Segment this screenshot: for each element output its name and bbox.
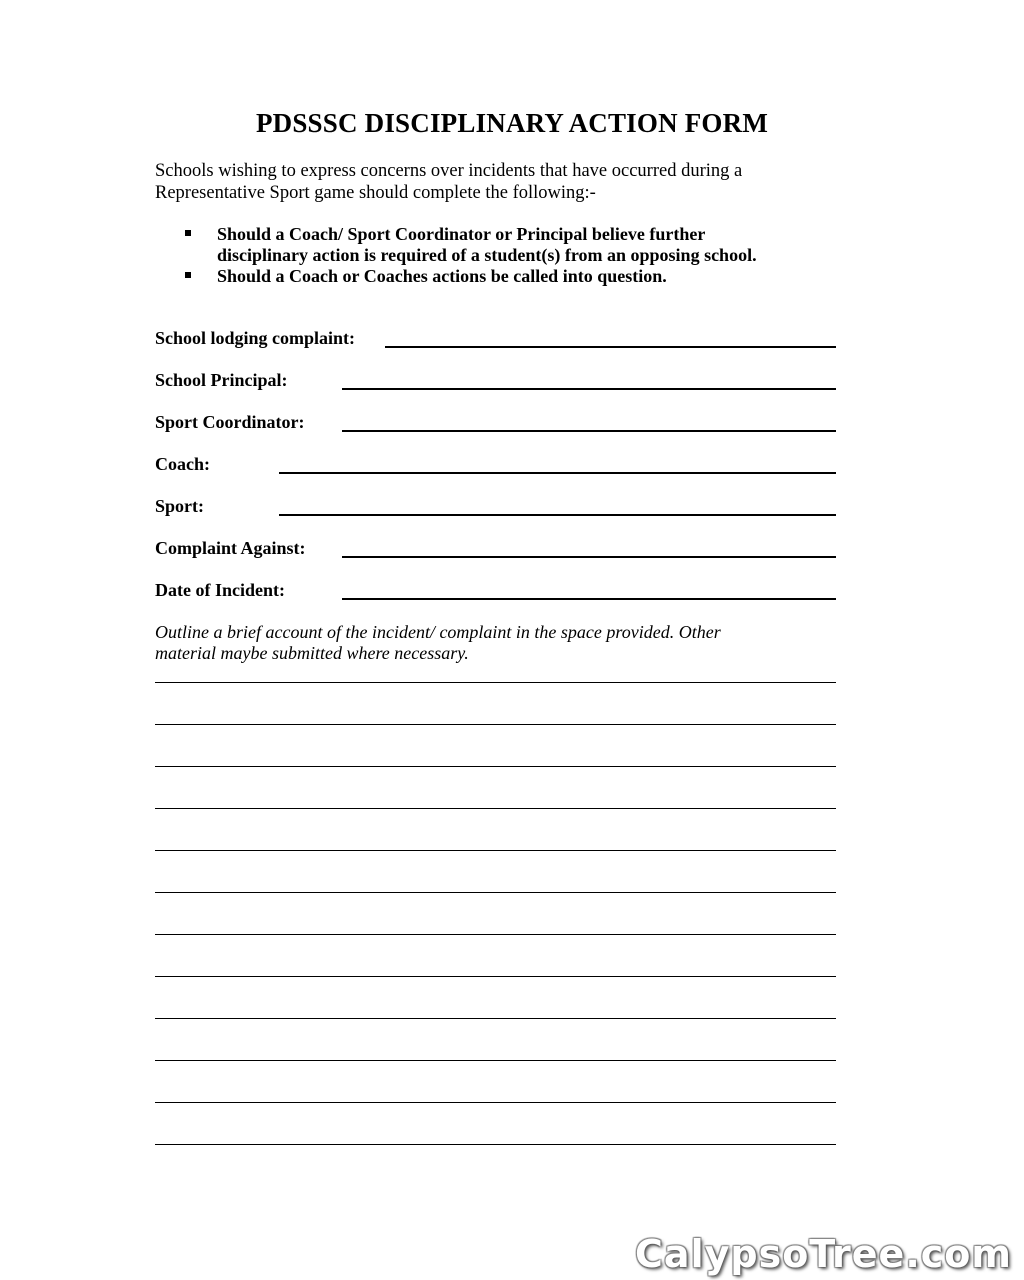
field-line-sport[interactable] <box>279 514 836 516</box>
field-label-sport: Sport: <box>155 496 204 516</box>
field-label-school-lodging-complaint: School lodging complaint: <box>155 328 356 348</box>
field-label-school-principal: School Principal: <box>155 370 288 390</box>
field-line-complaint-against[interactable] <box>342 556 836 558</box>
form-title: PDSSSC DISCIPLINARY ACTION FORM <box>255 108 769 138</box>
bullet-text: Should a Coach/ Sport Coordinator or Principal believe further <box>217 224 706 244</box>
bullet-item <box>185 224 885 266</box>
field-line-date-of-incident[interactable] <box>342 598 836 600</box>
writing-line[interactable] <box>155 724 836 725</box>
field-label-coach: Coach: <box>155 454 210 474</box>
writing-line[interactable] <box>155 766 836 767</box>
writing-line[interactable] <box>155 1144 836 1145</box>
bullet-square-icon <box>185 230 191 236</box>
intro-line: Representative Sport game should complete the following:- <box>155 183 596 203</box>
bullet-square-icon <box>185 272 191 278</box>
instructions-line: material maybe submitted where necessary. <box>155 643 469 663</box>
bullet-text: disciplinary action is required of a student(s) from an opposing school. <box>217 245 757 265</box>
field-line-coach[interactable] <box>279 472 836 474</box>
bullet-text: Should a Coach or Coaches actions be called into question. <box>217 266 667 286</box>
bullet-list <box>185 224 885 287</box>
writing-line[interactable] <box>155 1018 836 1019</box>
incident-instructions <box>155 622 855 664</box>
field-label-complaint-against: Complaint Against: <box>155 538 306 558</box>
writing-line[interactable] <box>155 976 836 977</box>
field-line-school-lodging-complaint[interactable] <box>385 346 836 348</box>
field-label-date-of-incident: Date of Incident: <box>155 580 285 600</box>
field-label-sport-coordinator: Sport Coordinator: <box>155 412 305 432</box>
instructions-line: Outline a brief account of the incident/ complaint in the space provided. Other <box>155 622 721 642</box>
bullet-item <box>185 266 885 287</box>
intro-line: Schools wishing to express concerns over incidents that have occurred during a <box>155 161 743 181</box>
writing-line[interactable] <box>155 1102 836 1103</box>
writing-line[interactable] <box>155 892 836 893</box>
writing-line[interactable] <box>155 1060 836 1061</box>
writing-line[interactable] <box>155 934 836 935</box>
watermark: CalypsoTree.com <box>635 1232 1012 1276</box>
field-line-sport-coordinator[interactable] <box>342 430 836 432</box>
field-line-school-principal[interactable] <box>342 388 836 390</box>
writing-line[interactable] <box>155 682 836 683</box>
intro-paragraph <box>155 160 855 204</box>
writing-line[interactable] <box>155 850 836 851</box>
writing-line[interactable] <box>155 808 836 809</box>
